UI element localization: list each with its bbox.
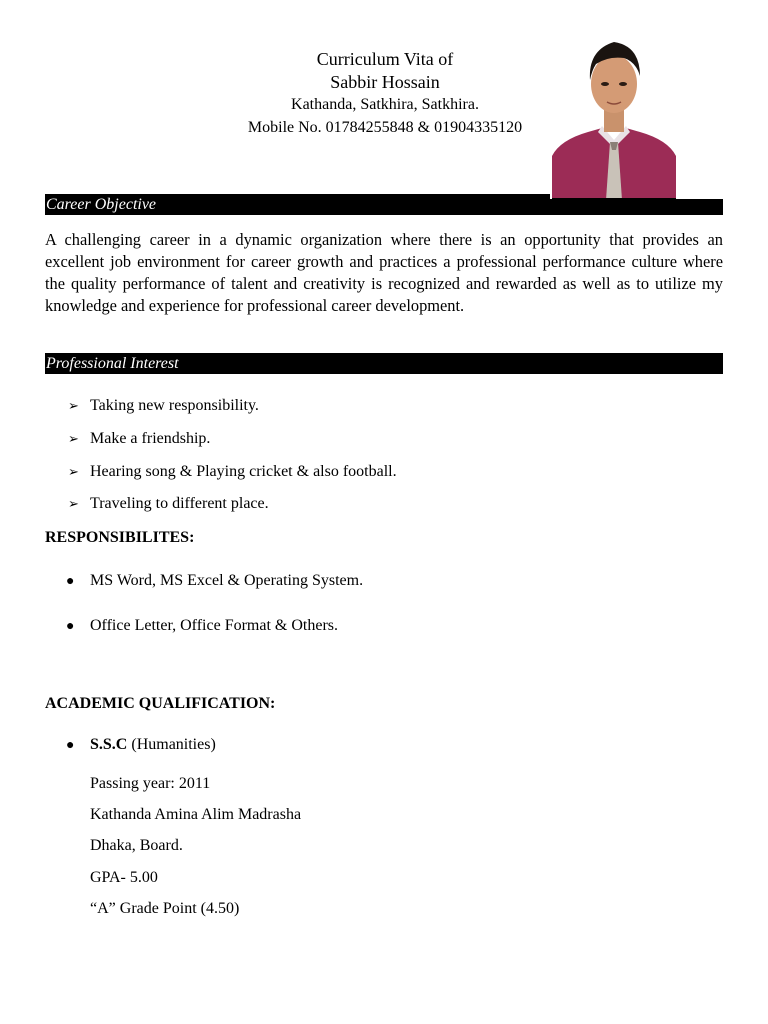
arrow-bullet-icon: ➢ <box>68 399 79 414</box>
responsibility-item: ● Office Letter, Office Format & Others. <box>66 616 338 637</box>
bullet-icon: ● <box>66 738 75 753</box>
bullet-icon: ● <box>66 619 75 634</box>
bullet-icon: ● <box>66 574 75 589</box>
career-objective-heading: Career Objective <box>45 194 550 215</box>
institution: Kathanda Amina Alim Madrasha <box>90 806 302 823</box>
responsibilities-heading: RESPONSIBILITES: <box>45 529 195 546</box>
arrow-bullet-icon: ➢ <box>68 465 79 480</box>
profile-photo <box>552 28 676 200</box>
board: Dhaka, Board. <box>90 837 183 854</box>
interest-item: ➢ Traveling to different place. <box>68 494 269 515</box>
academic-degree: ● S.S.C (Humanities) <box>66 735 216 756</box>
career-objective-text: A challenging career in a dynamic organization where there is an opportunity that provides an excellent job environment for career growth and practices a professional performance culture where the quality performance of talent and creativity is recognized and rewarded as well as to utilize my knowledge and experience for professional career development. <box>45 230 723 315</box>
cv-title: Curriculum Vita of <box>316 49 454 69</box>
academic-heading: ACADEMIC QUALIFICATION: <box>45 695 276 712</box>
candidate-name: Sabbir Hossain <box>330 72 440 92</box>
passing-year: Passing year: 2011 <box>90 775 211 792</box>
gpa: GPA- 5.00 <box>90 869 158 886</box>
interest-item: ➢ Taking new responsibility. <box>68 396 259 417</box>
arrow-bullet-icon: ➢ <box>68 497 79 512</box>
responsibility-item: ● MS Word, MS Excel & Operating System. <box>66 571 363 592</box>
grade-point: “A” Grade Point (4.50) <box>90 900 240 917</box>
mobile-number: Mobile No. 01784255848 & 01904335120 <box>247 119 523 136</box>
interest-item: ➢ Hearing song & Playing cricket & also football. <box>68 462 397 483</box>
arrow-bullet-icon: ➢ <box>68 432 79 447</box>
interest-item: ➢ Make a friendship. <box>68 429 210 450</box>
address: Kathanda, Satkhira, Satkhira. <box>291 96 479 113</box>
career-objective-bar-extension <box>550 199 723 215</box>
professional-interest-heading: Professional Interest <box>45 353 723 374</box>
